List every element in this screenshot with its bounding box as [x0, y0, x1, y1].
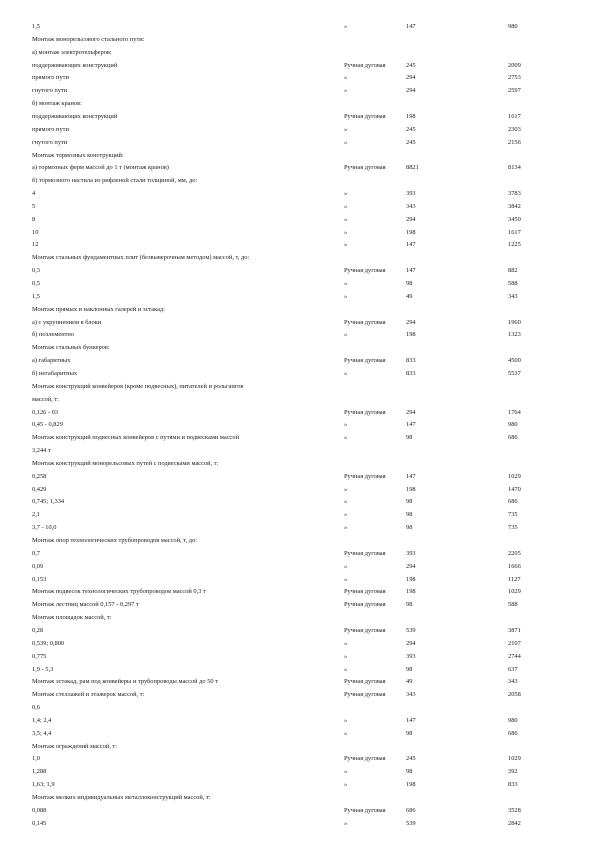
- row-label: 4: [32, 190, 36, 198]
- welding-method: »: [344, 819, 348, 827]
- welding-method: Ручная дуговая: [344, 678, 386, 686]
- table-row: [0, 510, 595, 520]
- welding-method: »: [344, 562, 348, 570]
- value-1: 147: [406, 241, 416, 249]
- table-row: [0, 408, 595, 418]
- welding-method: Ручная дуговая: [344, 806, 386, 814]
- value-2: 1225: [508, 241, 521, 249]
- row-label: Монтаж ограждений массой, т:: [32, 742, 117, 750]
- table-row: [0, 48, 595, 58]
- table-row: [0, 806, 595, 816]
- table-row: [0, 523, 595, 533]
- row-label: 3,244 т: [32, 447, 51, 455]
- value-1: 147: [406, 716, 416, 724]
- row-label: 0,745; 1,334: [32, 498, 65, 506]
- value-1: 98: [406, 601, 413, 609]
- row-label: Монтаж эстакад, рам под конвейеры и трубопроводы массой до 50 т: [32, 678, 218, 686]
- row-label: б) тормозного настила из рифленой стали толщиной, мм, до:: [32, 177, 198, 185]
- welding-method: »: [344, 665, 348, 673]
- value-2: 2303: [508, 125, 521, 133]
- table-row: [0, 22, 595, 32]
- value-2: 588: [508, 601, 518, 609]
- table-row: [0, 112, 595, 122]
- row-label: Монтаж опор технологических трубопроводов массой, т, до:: [32, 537, 197, 544]
- table-row: [0, 716, 595, 726]
- row-label: а) тормозных ферм массой до 1 т (монтаж кранов): [32, 164, 169, 172]
- table-row: [0, 279, 595, 289]
- table-row: [0, 677, 595, 687]
- row-label: 0,126 - 03: [32, 408, 59, 416]
- value-1: 245: [406, 61, 416, 69]
- value-1: 539: [406, 626, 416, 634]
- value-1: 49: [406, 678, 413, 686]
- table-row: [0, 729, 595, 739]
- value-2: 1617: [508, 228, 521, 236]
- value-2: 2107: [508, 639, 521, 647]
- row-label: Монтаж подвесок технологических трубопроводов массой 0,3 т: [32, 588, 206, 596]
- welding-method: Ручная дуговая: [344, 549, 386, 557]
- value-1: 147: [406, 267, 416, 275]
- table-row: [0, 382, 595, 392]
- welding-method: Ручная дуговая: [344, 626, 386, 634]
- value-2: 980: [508, 23, 518, 30]
- value-1: 198: [406, 228, 416, 236]
- row-label: 3,7 - 10,0: [32, 524, 57, 532]
- table-row: [0, 138, 595, 148]
- row-label: 3,5; 4,4: [32, 729, 52, 737]
- value-1: 833: [406, 357, 416, 365]
- table-row: [0, 780, 595, 790]
- value-2: 1960: [508, 318, 521, 326]
- welding-method: »: [344, 202, 348, 210]
- welding-method: »: [344, 331, 348, 339]
- welding-method: »: [344, 716, 348, 724]
- table-row: [0, 125, 595, 135]
- table-row: [0, 330, 595, 340]
- value-2: 5537: [508, 369, 521, 377]
- table-row: [0, 549, 595, 559]
- value-1: 393: [406, 549, 416, 557]
- welding-method: »: [344, 125, 348, 133]
- welding-method: »: [344, 639, 348, 647]
- row-label: 5: [32, 202, 36, 210]
- table-row: [0, 652, 595, 662]
- row-label: 0,153: [32, 575, 47, 583]
- table-row: [0, 754, 595, 764]
- table-row: [0, 369, 595, 379]
- table-row: [0, 266, 595, 276]
- welding-method: »: [344, 498, 348, 506]
- row-label: Монтаж монорельсового стального пути:: [32, 35, 145, 43]
- row-label: Монтаж стальных бункеров:: [32, 344, 110, 352]
- value-1: 245: [406, 125, 416, 133]
- value-2: 3450: [508, 215, 521, 223]
- table-row: [0, 61, 595, 71]
- row-label: гнутого пути: [32, 87, 68, 95]
- value-2: 980: [508, 716, 518, 724]
- value-1: 393: [406, 652, 416, 660]
- row-label: 0,429: [32, 485, 47, 493]
- value-2: 4500: [508, 357, 521, 365]
- row-label: Монтаж мелких индивидуальных металлоконструкций массой, т:: [32, 794, 211, 801]
- welding-method: »: [344, 729, 348, 737]
- welding-method: »: [344, 524, 348, 532]
- row-label: 2,1: [32, 511, 40, 519]
- row-label: Монтаж площадок массой, т:: [32, 614, 112, 622]
- row-label: 1,0: [32, 755, 40, 763]
- value-2: 2156: [508, 138, 521, 146]
- row-label: Монтаж конструкций подвесных конвейеров с путями и подвесками массой: [32, 434, 240, 442]
- value-2: 980: [508, 421, 518, 429]
- table-row: [0, 151, 595, 161]
- table-row: [0, 395, 595, 405]
- value-2: 735: [508, 511, 518, 519]
- table-row: [0, 305, 595, 315]
- value-2: 2753: [508, 74, 521, 82]
- value-1: 98: [406, 434, 413, 442]
- welding-method: »: [344, 421, 348, 429]
- table-row: [0, 292, 595, 302]
- value-1: 98: [406, 511, 413, 519]
- row-label: 1,4; 2,4: [32, 716, 52, 724]
- row-label: а) монтаж электротельферов:: [32, 48, 112, 56]
- value-1: 198: [406, 575, 416, 583]
- welding-method: Ручная дуговая: [344, 755, 386, 763]
- value-1: 198: [406, 485, 416, 493]
- value-1: 147: [406, 23, 416, 30]
- row-label: 0,775: [32, 652, 47, 660]
- row-label: поддерживающих конструкций: [32, 112, 118, 120]
- row-label: а) габаритных: [32, 357, 71, 365]
- value-1: 245: [406, 138, 416, 146]
- welding-method: »: [344, 87, 348, 95]
- value-2: 1617: [508, 112, 521, 120]
- table-row: [0, 433, 595, 443]
- row-label: Монтаж тормозных конструкций:: [32, 151, 124, 159]
- welding-method: »: [344, 215, 348, 223]
- value-1: 198: [406, 588, 416, 596]
- value-2: 3528: [508, 806, 521, 814]
- value-2: 2009: [508, 61, 521, 69]
- value-2: 392: [508, 768, 518, 776]
- welding-method: Ручная дуговая: [344, 61, 386, 69]
- value-1: 98: [406, 768, 413, 776]
- value-2: 686: [508, 434, 518, 442]
- welding-method: Ручная дуговая: [344, 408, 386, 416]
- welding-method: Ручная дуговая: [344, 357, 386, 365]
- row-label: 0,539; 0,800: [32, 639, 65, 647]
- row-label: поддерживающих конструкций: [32, 61, 118, 69]
- value-2: 2744: [508, 652, 521, 660]
- welding-method: Ручная дуговая: [344, 267, 386, 275]
- value-2: 1127: [508, 575, 521, 583]
- table-row: [0, 665, 595, 675]
- row-label: Монтаж конструкций монорельсовых путей с подвесками массой, т:: [32, 459, 219, 467]
- table-row: [0, 703, 595, 713]
- table-row: [0, 485, 595, 495]
- value-1: 294: [406, 408, 416, 416]
- table-row: [0, 202, 595, 212]
- table-row: [0, 497, 595, 507]
- table-row: [0, 587, 595, 597]
- row-label: 12: [32, 241, 39, 249]
- value-1: 294: [406, 215, 416, 223]
- row-label: прямого пути: [32, 74, 69, 82]
- row-label: б) поэлементно: [32, 331, 75, 339]
- value-1: 147: [406, 472, 416, 480]
- table-row: [0, 690, 595, 700]
- value-1: 833: [406, 369, 416, 377]
- table-row: [0, 228, 595, 238]
- value-2: 833: [508, 781, 518, 789]
- welding-method: Ручная дуговая: [344, 318, 386, 326]
- row-label: 0,09: [32, 562, 44, 570]
- row-label: 1,9 - 5,3: [32, 665, 54, 673]
- value-2: 2842: [508, 819, 521, 827]
- welding-method: »: [344, 228, 348, 236]
- welding-method: »: [344, 511, 348, 519]
- table-row: [0, 742, 595, 752]
- value-1: 198: [406, 112, 416, 120]
- row-label: Монтаж конструкций конвейеров (кроме подвесных), питателей и рольгангов: [32, 382, 244, 390]
- value-2: 686: [508, 498, 518, 506]
- value-1: 294: [406, 318, 416, 326]
- welding-method: »: [344, 485, 348, 493]
- value-2: 1764: [508, 408, 521, 416]
- welding-method: »: [344, 241, 348, 249]
- table-row: [0, 600, 595, 610]
- row-label: 8: [32, 215, 36, 223]
- row-label: 0,45 - 0,829: [32, 421, 63, 429]
- table-row: [0, 163, 595, 173]
- table-row: [0, 189, 595, 199]
- table-row: [0, 575, 595, 585]
- row-label: 0,5: [32, 280, 40, 287]
- welding-method: Ручная дуговая: [344, 164, 386, 172]
- table-row: [0, 459, 595, 469]
- row-label: массой, т:: [32, 395, 59, 403]
- value-2: 8134: [508, 164, 521, 172]
- welding-method: Ручная дуговая: [344, 112, 386, 120]
- value-2: 1029: [508, 588, 521, 596]
- table-row: [0, 99, 595, 109]
- row-label: прямого пути: [32, 125, 69, 133]
- row-label: Монтаж лестниц массой 0,157 - 0,297 т: [32, 601, 139, 609]
- table-row: [0, 253, 595, 263]
- table-row: [0, 819, 595, 829]
- table-row: [0, 793, 595, 803]
- welding-method: »: [344, 190, 348, 198]
- table-row: [0, 420, 595, 430]
- value-1: 147: [406, 421, 416, 429]
- row-label: 0,088: [32, 806, 47, 814]
- value-1: 343: [406, 691, 416, 699]
- value-1: 98: [406, 280, 413, 287]
- welding-method: »: [344, 74, 348, 82]
- row-label: гнутого пути: [32, 138, 68, 146]
- welding-method: »: [344, 369, 348, 377]
- value-2: 1323: [508, 331, 521, 339]
- row-label: б) монтаж кранов:: [32, 100, 82, 108]
- value-1: 294: [406, 639, 416, 647]
- welding-method: »: [344, 280, 348, 287]
- row-label: Монтаж прямых и наклонных галерей и эстакад:: [32, 305, 165, 313]
- value-1: 198: [406, 781, 416, 789]
- value-2: 686: [508, 729, 518, 737]
- table-row: [0, 240, 595, 250]
- row-label: 1,5: [32, 292, 40, 300]
- value-1: 294: [406, 74, 416, 82]
- value-1: 343: [406, 202, 416, 210]
- value-2: 735: [508, 524, 518, 532]
- value-1: 98: [406, 524, 413, 532]
- table-row: [0, 767, 595, 777]
- table-row: [0, 472, 595, 482]
- table-row: [0, 176, 595, 186]
- welding-method: »: [344, 292, 348, 300]
- value-2: 343: [508, 678, 518, 686]
- value-2: 1029: [508, 755, 521, 763]
- value-2: 588: [508, 280, 518, 287]
- row-label: 1,5: [32, 23, 40, 30]
- value-2: 3842: [508, 202, 521, 210]
- row-label: 0,258: [32, 472, 47, 480]
- value-1: 686: [406, 806, 416, 814]
- table-row: [0, 562, 595, 572]
- table-row: [0, 73, 595, 83]
- value-2: 2597: [508, 87, 521, 95]
- welding-method: Ручная дуговая: [344, 472, 386, 480]
- value-2: 3783: [508, 190, 521, 198]
- value-2: 882: [508, 267, 518, 275]
- value-1: 98: [406, 665, 413, 673]
- table-row: [0, 639, 595, 649]
- value-2: 1029: [508, 472, 521, 480]
- table-row: [0, 626, 595, 636]
- value-1: 294: [406, 87, 416, 95]
- row-label: 1,288: [32, 768, 47, 776]
- value-1: 245: [406, 755, 416, 763]
- table-row: [0, 35, 595, 45]
- value-2: 1470: [508, 485, 521, 493]
- value-1: 393: [406, 190, 416, 198]
- value-2: 637: [508, 665, 518, 673]
- row-label: 0,6: [32, 704, 40, 712]
- welding-method: »: [344, 575, 348, 583]
- row-label: 0,145: [32, 819, 47, 827]
- value-1: 49: [406, 292, 413, 300]
- value-2: 1666: [508, 562, 521, 570]
- welding-method: »: [344, 781, 348, 789]
- welding-method: »: [344, 768, 348, 776]
- table-row: [0, 536, 595, 546]
- welding-method: »: [344, 138, 348, 146]
- table-row: [0, 446, 595, 456]
- welding-method: »: [344, 23, 348, 30]
- value-2: 2205: [508, 549, 521, 557]
- welding-method: Ручная дуговая: [344, 601, 386, 609]
- row-label: 0,28: [32, 626, 44, 634]
- table-row: [0, 356, 595, 366]
- value-2: 343: [508, 292, 518, 300]
- table-row: [0, 318, 595, 328]
- value-1: 198: [406, 331, 416, 339]
- welding-method: »: [344, 652, 348, 660]
- row-label: 10: [32, 228, 39, 236]
- table-row: [0, 86, 595, 96]
- value-2: 3871: [508, 626, 521, 634]
- table-row: [0, 215, 595, 225]
- welding-method: Ручная дуговая: [344, 691, 386, 699]
- row-label: 0,7: [32, 549, 40, 557]
- value-1: 98: [406, 729, 413, 737]
- welding-method: Ручная дуговая: [344, 588, 386, 596]
- value-2: 2058: [508, 691, 521, 699]
- value-1: 8821: [406, 164, 419, 172]
- row-label: Монтаж стеллажей и этажерок массой, т:: [32, 691, 145, 699]
- table-row: [0, 343, 595, 353]
- value-1: 539: [406, 819, 416, 827]
- value-1: 98: [406, 498, 413, 506]
- value-1: 294: [406, 562, 416, 570]
- welding-method: »: [344, 434, 348, 442]
- row-label: 0,3: [32, 267, 40, 275]
- row-label: а) с укрупнением в блоки: [32, 318, 102, 326]
- row-label: б) негабаритных: [32, 369, 78, 377]
- table-row: [0, 613, 595, 623]
- row-label: 1,63; 1,9: [32, 781, 55, 789]
- row-label: Монтаж стальных фундаментных плит (безвыверочным методом) массой, т, до:: [32, 254, 250, 262]
